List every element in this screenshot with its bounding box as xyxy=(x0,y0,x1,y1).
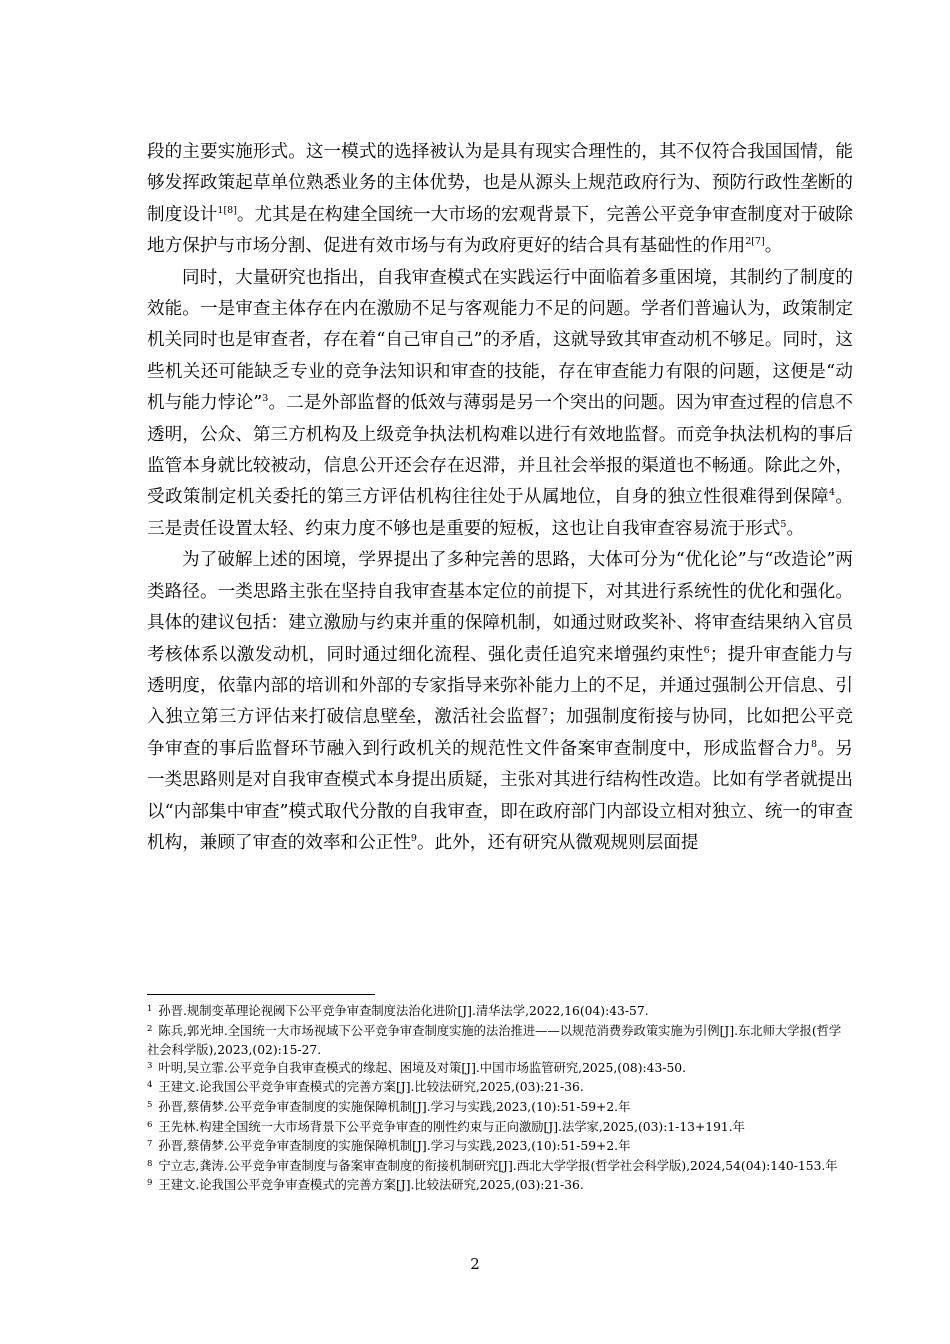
footnote-ref: 7 xyxy=(542,707,549,719)
footnote-text: 宁立志,龚涛.公平竞争审查制度与备案审查制度的衔接机制研究[J].西北大学学报(哲学社会科学版),2024,54(04):140-153.年 xyxy=(158,1158,838,1173)
paragraph xyxy=(147,263,853,546)
footnote-number: 5 xyxy=(147,1099,153,1110)
footnote-ref: 5 xyxy=(780,518,787,530)
body-text xyxy=(147,137,853,859)
footnote-number: 3 xyxy=(147,1060,153,1071)
text-run: 。此外，还有研究从微观规则层面提 xyxy=(416,832,699,853)
footnote xyxy=(147,1079,853,1099)
text-run: 为了破解上述的困境，学界提出了多种完善的思路，大体可分为“优化论”与“改造论”两类路径。一类思路主张在坚持自我审查基本定位的前提下，对其进行系统性的优化和强化。具体的建议包括：建立激励与约束并重的保障机制，如通过财政奖补、将审查结果纳入官员考核体系以激发动机，同时通过细化流程、强化责任追究来增强约束性 xyxy=(147,550,853,665)
footnote-ref: 9 xyxy=(410,832,417,844)
paragraph xyxy=(147,545,853,859)
text-run: 。另一类思路则是对自我审查模式本身提出质疑，主张对其进行结构性改造。比如有学者就提出以“内部集中审查”模式取代分散的自我审查，即在政府部门内部设立相对独立、统一的审查机构，兼顾了审查的效率和公正性 xyxy=(147,738,853,853)
footnote-number: 1 xyxy=(147,1004,153,1014)
footnotes xyxy=(147,1003,853,1197)
footnote-number: 7 xyxy=(147,1139,153,1150)
footnote-ref: 3 xyxy=(262,393,269,405)
footnote-number: 6 xyxy=(147,1119,153,1130)
footnote-text: 叶明,吴立霏.公平竞争自我审查模式的缘起、困境及对策[J].中国市场监管研究,2025,(08):43-50. xyxy=(158,1060,687,1075)
text-run: 。尤其是在构建全国统一大市场的宏观背景下，完善公平竞争审查制度对于破除地方保护与市场分割、促进有效市场与有为政府更好的结合具有基础性的作用 xyxy=(147,204,853,257)
text-run: 。二是外部监督的低效与薄弱是另一个突出的问题。因为审查过程的信息不透明，公众、第三方机构及上级竞争执法机构难以进行有效地监督。而竞争执法机构的事后监管本身就比较被动，信息公开还会存在迟滞，并且社会举报的渠道也不畅通。除此之外，受政策制定机关委托的第三方评估机构往往处于从属地位，自身的独立性很难得到保障 xyxy=(147,393,853,508)
footnote xyxy=(147,1119,853,1139)
footnote xyxy=(147,1177,853,1197)
footnote-ref: 8 xyxy=(811,738,818,750)
footnote-text: 王建文.论我国公平竞争审查模式的完善方案[J].比较法研究,2025,(03):21-36. xyxy=(158,1178,584,1193)
footnote-text: 陈兵,郭光坤.全国统一大市场视域下公平竞争审查制度实施的法治推进——以规范消费券政策实施为引例[J].东北师大学报(哲学社会科学版),2023,(02):15-27. xyxy=(147,1023,842,1058)
footnote-number: 2 xyxy=(147,1023,153,1034)
footnote xyxy=(147,1023,853,1060)
footnote-ref: 2[7] xyxy=(745,236,765,248)
footnote-ref: 1[8] xyxy=(217,204,237,216)
footnote-text: 孙晋,蔡倩梦.公平竞争审查制度的实施保障机制[J].学习与实践,2023,(10):51-59+2.年 xyxy=(158,1099,631,1114)
footnote-number: 9 xyxy=(147,1178,153,1189)
text-run: 。 xyxy=(764,236,783,257)
footnote xyxy=(147,1003,853,1023)
footnote-text: 孙晋,蔡倩梦.公平竞争审查制度的实施保障机制[J].学习与实践,2023,(10):51-59+2.年 xyxy=(158,1139,631,1154)
footnote-ref: 4 xyxy=(828,487,836,499)
footnote-number: 8 xyxy=(147,1158,153,1169)
paragraph xyxy=(147,137,853,263)
footnote xyxy=(147,1138,853,1158)
footnote-text: 王建文.论我国公平竞争审查模式的完善方案[J].比较法研究,2025,(03):21-36. xyxy=(158,1080,584,1095)
footnote xyxy=(147,1060,853,1080)
text-run: ；加强制度衔接与协同，比如把公平竞争审查的事后监督环节融入到行政机关的规范性文件备案审查制度中，形成监督合力 xyxy=(147,707,853,759)
text-run: 。 xyxy=(786,518,805,539)
text-run: ；提升审查能力与透明度，依靠内部的培训和外部的专家指导来弥补能力上的不足，并通过强制公开信息、引入独立第三方评估来打破信息壁垒，激活社会监督 xyxy=(147,644,853,728)
page-number: 2 xyxy=(470,1255,480,1273)
text-run: 同时，大量研究也指出，自我审查模式在实践运行中面临着多重困境，其制约了制度的效能。一是审查主体存在内在激励不足与客观能力不足的问题。学者们普遍认为，政策制定机关同时也是审查者，存在着“自己审自己”的矛盾，这就导致其审查动机不够足。同时，这些机关还可能缺乏专业的竞争法知识和审查的技能，存在审查能力有限的问题，这便是“动机与能力悖论” xyxy=(147,267,853,414)
footnote-separator xyxy=(147,994,375,995)
footnote-ref: 6 xyxy=(703,644,710,656)
footnote-text: 孙晋.规制变革理论视阈下公平竞争审查制度法治化进阶[J].清华法学,2022,16(04):43-57. xyxy=(158,1004,649,1018)
footnote-text: 王先林.构建全国统一大市场背景下公平竞争审查的刚性约束与正向激励[J].法学家,2025,(03):1-13+191.年 xyxy=(158,1119,745,1134)
text-run: 。三是责任设置太轻、约束力度不够也是重要的短板，这也让自我审查容易流于形式 xyxy=(147,487,853,539)
footnote-number: 4 xyxy=(147,1080,153,1091)
footnote xyxy=(147,1158,853,1178)
footnote xyxy=(147,1099,853,1119)
text-run: 段的主要实施形式。这一模式的选择被认为是具有现实合理性的，其不仅符合我国国情，能够发挥政策起草单位熟悉业务的主体优势，也是从源头上规范政府行为、预防行政性垄断的制度设计 xyxy=(147,142,853,225)
